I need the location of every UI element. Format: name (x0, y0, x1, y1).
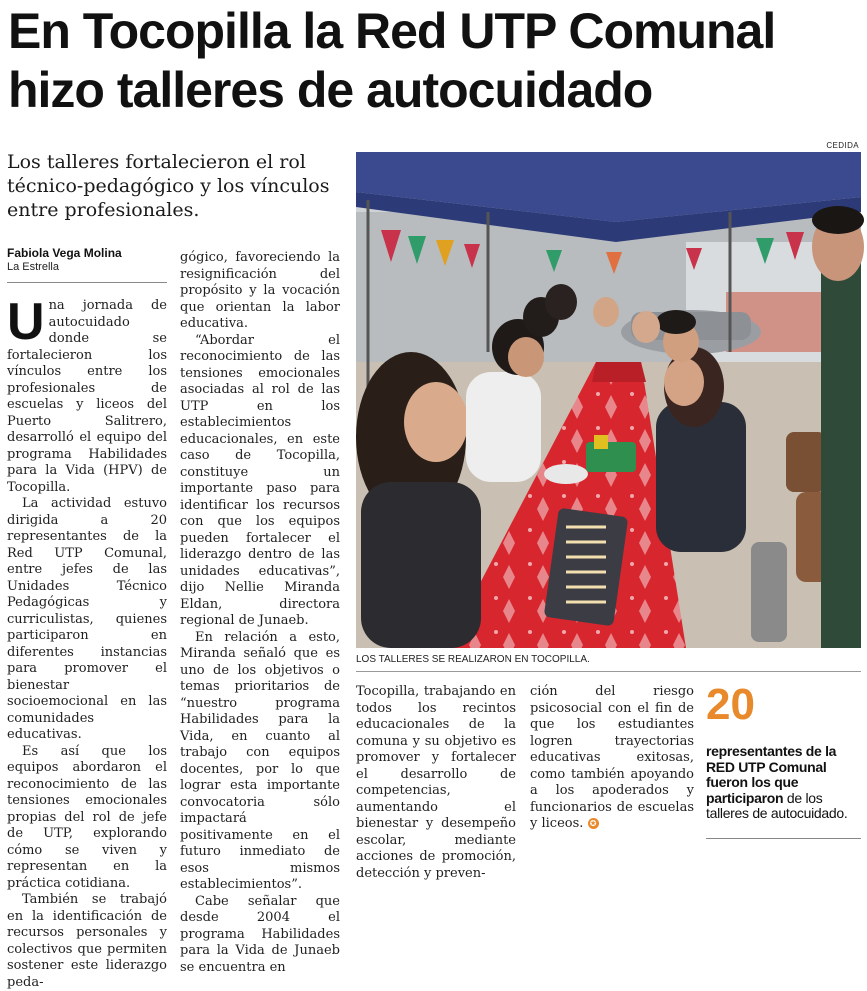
byline (7, 246, 167, 273)
article-paragraph: ción del riesgo psicosocial con el fin de que los estudiantes logren trayectorias educativas exitosas, como también apoyando a los apoderados y funcionarios de escuelas y liceos. ✪ (530, 684, 694, 831)
article-paragraph: También se trabajó en la identificación de recursos personales y colectivos que permiten sostener este liderazgo peda- (7, 892, 167, 990)
workshop-photo-illustration (356, 152, 861, 648)
headline-line-1: En Tocopilla la Red UTP Comunal (8, 3, 776, 59)
byline-outlet: La Estrella (7, 261, 59, 273)
fact-box-number: 20 (706, 680, 755, 729)
fact-box (706, 682, 864, 822)
article-paragraph: En relación a esto, Miranda señaló que es uno de los objetivos o temas prioritarios de “nuestro programa Habilidades para la Vida, en cuanto al trabajo con equipos docentes, por lo que lograr esta importante convocatoria sólo impactará positivamente en el futuro inmediato de esos mismos establecimientos”. (180, 629, 340, 892)
headline (8, 2, 863, 120)
article-paragraph: Tocopilla, trabajando en todos los recintos educacionales de la comuna y su objetivo es promover y fortalecer el desarrollo de competencias, aumentando el bienestar y desempeño escolar, mediante acciones de promoción, detección y preven- (356, 684, 516, 881)
article-paragraph: “Abordar el reconocimiento de las tensiones emocionales asociadas al rol de las UTP en los establecimientos educacionales, en este caso de Tocopilla, constituye un importante paso para identificar los recursos con que los equipos pueden fortalecer el liderazgo dentro de las unidades educativas”, dijo Nellie Miranda Eldan, directora regional de Junaeb. (180, 332, 340, 628)
headline-line-2: hizo talleres de autocuidado (8, 62, 653, 118)
article-paragraph: gógico, favoreciendo la resignificación del propósito y la vocación que orientan la labor educativa. (180, 250, 340, 331)
article-paragraph: Una jornada de autocuidado donde se fortalecieron los vínculos entre los profesionales de escuelas y liceos del Puerto Salitrero, desarrolló el equipo del programa Habilidades para la Vida (HPV) de Tocopilla. (7, 293, 167, 495)
photo-credit: CEDIDA (826, 141, 859, 150)
caption-divider (356, 671, 861, 672)
article-column-2 (180, 250, 340, 976)
article-column-4 (530, 684, 694, 833)
article-paragraph: La actividad estuvo dirigida a 20 representantes de la Red UTP Comunal, entre jefes de las Unidades Técnico Pedagógicas y curriculistas, quienes participaron en diferentes instancias para promover el bienestar socioemocional en las comunidades educativas. (7, 496, 167, 742)
deck-subheadline: Los talleres fortalecieron el rol técnico-pedagógico y los vínculos entre profesionales. (7, 151, 330, 221)
article-column-3 (356, 684, 516, 882)
fact-box-divider (706, 838, 861, 839)
byline-author: Fabiola Vega Molina (7, 246, 122, 260)
fact-box-text: representantes de la RED UTP Comunal fueron los que participaron de los talleres de autocuidado. (706, 743, 848, 821)
photo-caption: LOS TALLERES SE REALIZARON EN TOCOPILLA. (356, 654, 590, 665)
article-paragraph: Cabe señalar que desde 2004 el programa Habilidades para la Vida de Junaeb se encuentra en (180, 893, 340, 975)
article-paragraph: Es así que los equipos abordaron el reconocimiento de las tensiones emocionales propias del rol de jefe de UTP, explorando cómo se viven y representan en la práctica cotidiana. (7, 743, 167, 891)
article-column-1 (7, 293, 167, 991)
end-of-article-icon: ✪ (588, 818, 599, 829)
drop-cap: U (7, 293, 45, 351)
article-photo (356, 152, 861, 648)
byline-divider (7, 282, 167, 283)
